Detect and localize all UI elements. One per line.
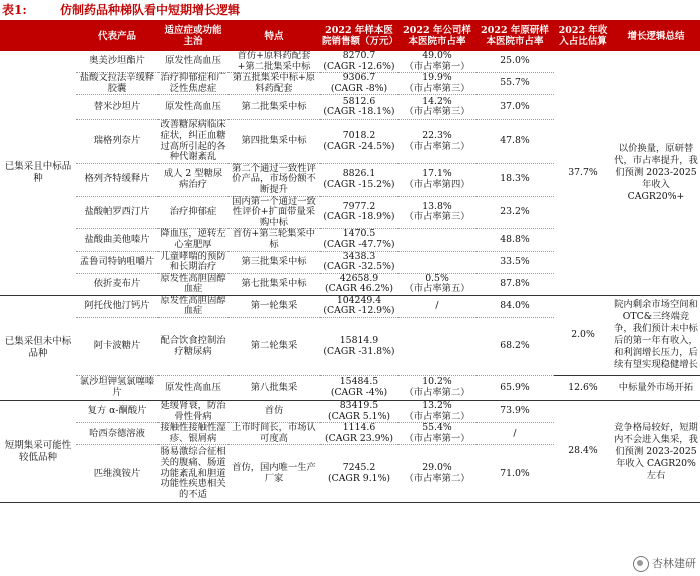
table-row [0,51,700,73]
original-share-cell: 48.8% [476,229,554,251]
product-cell: 盐酸文拉法辛缓释胶囊 [76,73,158,95]
feature-cell: 第七批集采中标 [228,273,320,295]
original-share-cell: 18.3% [476,163,554,196]
original-share-cell: 47.8% [476,120,554,163]
category-cell: 已集采但未中标品种 [0,295,76,400]
sales-cell: 1114.6 (CAGR 23.9%) [320,423,398,445]
feature-cell: 首仿+第三轮集采中标 [228,229,320,251]
feature-cell: 第二批集采中标 [228,95,320,120]
product-cell: 阿托伐他汀钙片 [76,295,158,317]
watermark [633,555,696,572]
header-growth-logic: 增长逻辑总结 [612,21,700,51]
original-share-cell: 65.9% [476,376,554,401]
indication-cell: 原发性高胆固醇血症 [158,295,228,317]
sales-cell: 83419.5 (CAGR 5.1%) [320,401,398,423]
feature-cell: 第二个通过一致性评价产品，市场份额不断提升 [228,163,320,196]
original-share-cell: 55.7% [476,73,554,95]
table-title-text: 仿制药品种梯队看中短期增长逻辑 [60,3,241,17]
product-cell: 匹维溴铵片 [76,445,158,503]
sales-cell: 9306.7 (CAGR -8%) [320,73,398,95]
company-share-cell: 19.9% （市占率第三） [398,73,476,95]
indication-cell: 儿童哮喘的预防和长期治疗 [158,251,228,273]
company-share-cell: 13.2% （市占率第二） [398,401,476,423]
product-cell: 依折麦布片 [76,273,158,295]
table-row [0,295,700,317]
feature-cell: 首仿，国内唯一生产厂家 [228,445,320,503]
sales-cell: 3438.3 (CAGR -32.5%) [320,251,398,273]
header-indication: 适应症或功能主治 [158,21,228,51]
indication-cell: 接触性接触性湿疹、银屑病 [158,423,228,445]
header-revenue-share: 2022 年收入占比估算 [554,21,612,51]
company-share-cell: 10.2% （市占率第二） [398,376,476,401]
product-cell: 哈西奈德溶液 [76,423,158,445]
indication-cell: 成人 2 型糖尿病治疗 [158,163,228,196]
feature-cell: 第五批集采中标+原料药配套 [228,73,320,95]
feature-cell: 第二轮集采 [228,318,320,376]
sales-cell: 42658.9 (CAGR 46.2%) [320,273,398,295]
sales-cell: 7245.2 (CAGR 9.1%) [320,445,398,503]
watermark-text: 杏林建研 [652,557,696,570]
company-share-cell: 49.0% （市占率第一） [398,51,476,73]
indication-cell: 原发性高血压 [158,376,228,401]
indication-cell: 延缓肾衰，防治骨性骨病 [158,401,228,423]
indication-cell: 配合饮食控制治疗糖尿病 [158,318,228,376]
product-cell: 盐酸曲美他嗪片 [76,229,158,251]
company-share-cell: / [398,295,476,317]
table-row [0,376,700,401]
feature-cell: 上市时间长，市场认可度高 [228,423,320,445]
header-company-share: 2022 年公司样本医院市占率 [398,21,476,51]
original-share-cell: 84.0% [476,295,554,317]
feature-cell: 国内第一个通过一致性评价+扩面带量采购中标 [228,196,320,229]
sales-cell: 7977.2 (CAGR -18.9%) [320,196,398,229]
feature-cell: 首仿 [228,401,320,423]
product-cell: 复方 α-酮酸片 [76,401,158,423]
sales-cell: 8826.1 (CAGR -15.2%) [320,163,398,196]
feature-cell: 第八批集采 [228,376,320,401]
company-share-cell [398,251,476,273]
product-cell: 氯沙坦钾氢氯噻嗪片 [76,376,158,401]
company-share-cell: 17.1% （市占率第四） [398,163,476,196]
sales-cell: 15484.5 (CAGR -4%) [320,376,398,401]
growth-logic-cell: 中标量外市场开拓 [612,376,700,401]
category-cell: 短期集采可能性较低品种 [0,401,76,503]
sales-cell: 7018.2 (CAGR -24.5%) [320,120,398,163]
company-share-cell [398,318,476,376]
product-cell: 格列齐特缓释片 [76,163,158,196]
sales-cell: 1470.5 (CAGR -47.7%) [320,229,398,251]
original-share-cell: 25.0% [476,51,554,73]
company-share-cell: 55.4% （市占率第一） [398,423,476,445]
company-share-cell: 22.3% （市占率第二） [398,120,476,163]
table-number: 表1: [2,3,27,17]
feature-cell: 第一轮集采 [228,295,320,317]
original-share-cell: 71.0% [476,445,554,503]
header-feature: 特点 [228,21,320,51]
drug-tier-table [0,21,700,503]
indication-cell: 肠易激综合征相关的腹痛、肠道功能紊乱和胆道功能性疾患相关的不适 [158,445,228,503]
company-share-cell: 0.5% （市占率第五） [398,273,476,295]
original-share-cell: 33.5% [476,251,554,273]
company-share-cell [398,229,476,251]
feature-cell: 第四批集采中标 [228,120,320,163]
original-share-cell: 68.2% [476,318,554,376]
revenue-share-cell: 12.6% [554,376,612,401]
product-cell: 盐酸帕罗西汀片 [76,196,158,229]
company-share-cell: 29.0% （市占率第二） [398,445,476,503]
indication-cell: 改善糖尿病临床症状，纠正血糖过高所引起的各种代谢紊乱 [158,120,228,163]
feature-cell: 首仿+原料药配套+第二批集采中标 [228,51,320,73]
sales-cell: 5812.6 (CAGR -18.1%) [320,95,398,120]
header-category [0,21,76,51]
growth-logic-cell: 以价换量，原研替代，市占率提升，我们预测 2023-2025 年收入 CAGR20%+ [612,51,700,295]
growth-logic-cell: 竞争格局较好，短期内不会进入集采，我们预测 2023-2025 年收入 CAGR20%左右 [612,401,700,503]
category-cell: 已集采且中标品种 [0,51,76,295]
product-cell: 阿卡波糖片 [76,318,158,376]
indication-cell: 治疗抑郁症 [158,196,228,229]
wechat-logo-icon [633,556,649,572]
indication-cell: 原发性高血压 [158,51,228,73]
original-share-cell: 23.2% [476,196,554,229]
header-original-share: 2022 年原研样本医院市占率 [476,21,554,51]
sales-cell: 15814.9 (CAGR -31.8%) [320,318,398,376]
header-sales: 2022 年样本医院销售额（万元） [320,21,398,51]
table-row [0,401,700,423]
growth-logic-cell: 院内剩余市场空间和 OTC&三终端竞争，我们预计未中标后的第一年有收入，和利润增长压力，后续有望实现稳健增长 [612,295,700,375]
indication-cell: 治疗抑郁症和广泛性焦虑症 [158,73,228,95]
feature-cell: 第三批集采中标 [228,251,320,273]
sales-cell: 8270.7 (CAGR -12.6%) [320,51,398,73]
product-cell: 奥美沙坦酯片 [76,51,158,73]
revenue-share-cell: 37.7% [554,51,612,295]
header-row [0,21,700,51]
original-share-cell: 37.0% [476,95,554,120]
indication-cell: 原发性高血压 [158,95,228,120]
product-cell: 孟鲁司特钠咀嚼片 [76,251,158,273]
product-cell: 替米沙坦片 [76,95,158,120]
original-share-cell: 87.8% [476,273,554,295]
table-title [0,0,700,20]
original-share-cell: / [476,423,554,445]
company-share-cell: 13.8% （市占率第三） [398,196,476,229]
revenue-share-cell: 28.4% [554,401,612,503]
product-cell: 瑞格列奈片 [76,120,158,163]
revenue-share-cell: 2.0% [554,295,612,375]
indication-cell: 原发性高胆固醇血症 [158,273,228,295]
company-share-cell: 14.2% （市占率第三） [398,95,476,120]
indication-cell: 降血压，逆转左心室肥厚 [158,229,228,251]
header-product: 代表产品 [76,21,158,51]
original-share-cell: 73.9% [476,401,554,423]
sales-cell: 104249.4 (CAGR -12.9%) [320,295,398,317]
